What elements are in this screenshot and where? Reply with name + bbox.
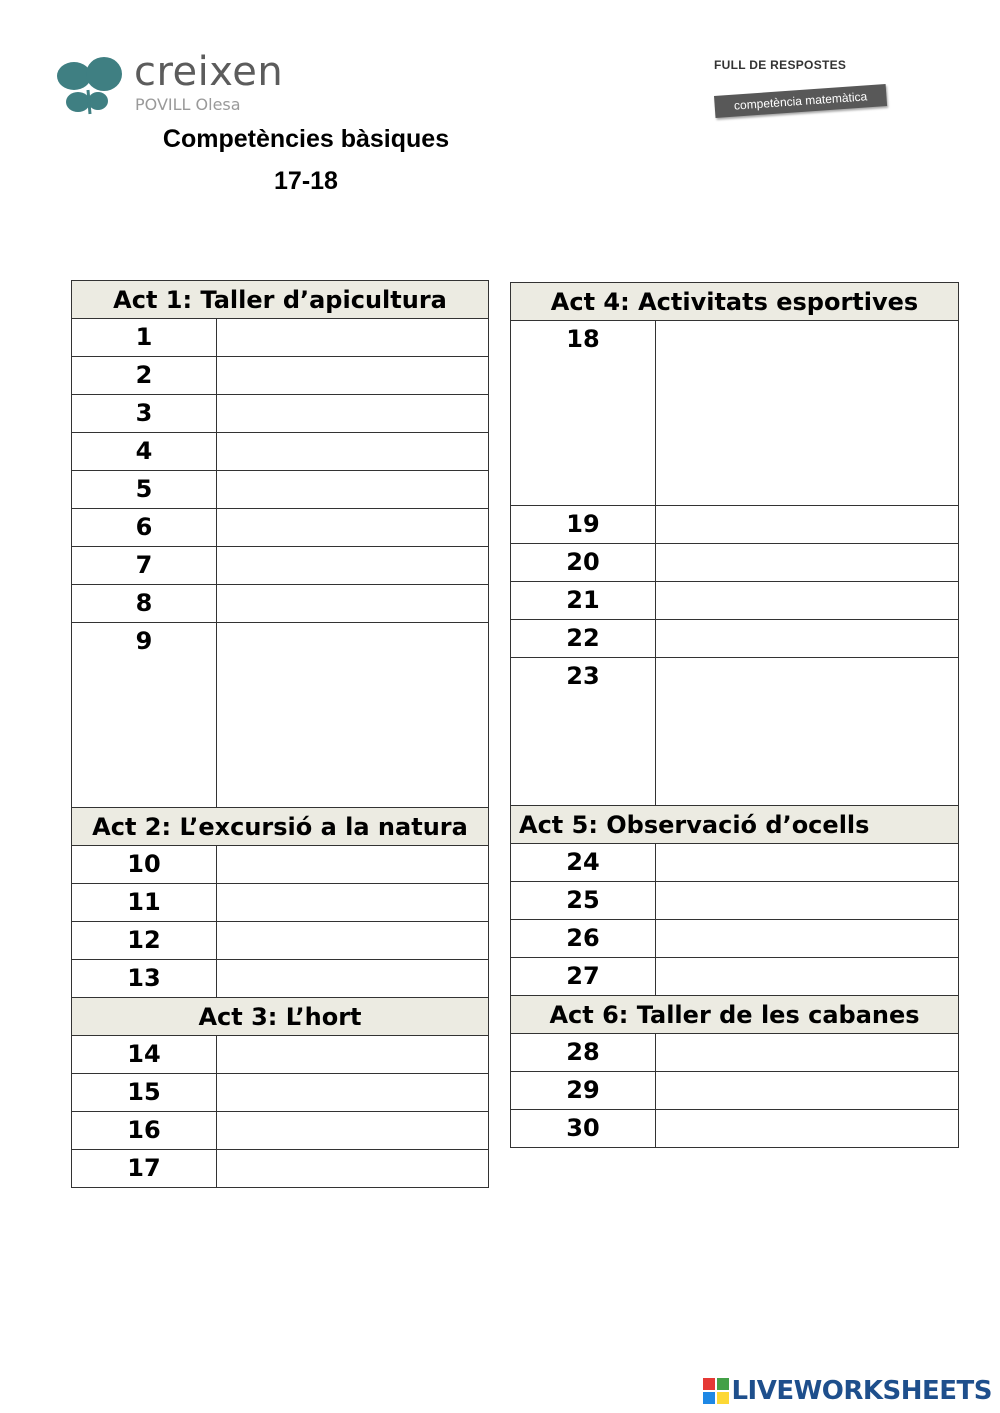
question-number: 15 [72,1074,217,1112]
answer-field[interactable] [656,620,959,658]
answer-field[interactable] [217,471,489,509]
answer-field[interactable] [656,658,959,806]
question-number: 1 [72,319,217,357]
answer-field[interactable] [217,509,489,547]
question-number: 12 [72,922,217,960]
question-number: 8 [72,585,217,623]
question-number: 29 [511,1072,656,1110]
right-answer-table [510,282,959,1148]
table-row [511,958,959,996]
table-row [72,585,489,623]
answer-field[interactable] [217,922,489,960]
question-number: 5 [72,471,217,509]
question-number: 22 [511,620,656,658]
table-row [511,620,959,658]
question-number: 25 [511,882,656,920]
question-number: 11 [72,884,217,922]
answer-field[interactable] [217,547,489,585]
table-row [72,1150,489,1188]
table-row [72,1074,489,1112]
section-title: Act 2: L’excursió a la natura [72,808,489,846]
section-title: Act 3: L’hort [72,998,489,1036]
answer-field[interactable] [656,1110,959,1148]
question-number: 6 [72,509,217,547]
question-number: 16 [72,1112,217,1150]
table-row [72,395,489,433]
answer-field[interactable] [656,321,959,506]
answer-field[interactable] [217,395,489,433]
table-row [511,1034,959,1072]
answer-field[interactable] [656,544,959,582]
question-number: 4 [72,433,217,471]
answer-field[interactable] [217,623,489,808]
table-row [511,544,959,582]
question-number: 28 [511,1034,656,1072]
question-number: 30 [511,1110,656,1148]
answer-field[interactable] [656,1072,959,1110]
question-number: 26 [511,920,656,958]
answer-field[interactable] [217,1074,489,1112]
answer-field[interactable] [217,585,489,623]
document-title: Competències bàsiques [162,125,450,153]
table-row [72,547,489,585]
left-answer-table [71,280,489,1188]
question-number: 13 [72,960,217,998]
question-number: 10 [72,846,217,884]
table-row [511,658,959,806]
answer-field[interactable] [217,319,489,357]
answer-field[interactable] [217,357,489,395]
table-row [511,920,959,958]
answer-field[interactable] [217,846,489,884]
answer-field[interactable] [217,433,489,471]
question-number: 17 [72,1150,217,1188]
question-number: 19 [511,506,656,544]
answer-field[interactable] [656,1034,959,1072]
section-title: Act 5: Observació d’ocells [511,806,959,844]
section-header-act4 [511,283,959,321]
creixen-logo-icon [54,52,134,122]
table-row [72,319,489,357]
table-row [511,321,959,506]
question-number: 24 [511,844,656,882]
competence-badge: competència matemàtica [714,84,887,118]
logo-wordmark: creixen [134,49,284,95]
liveworksheets-text: LIVEWORKSHEETS [731,1376,992,1406]
question-number: 23 [511,658,656,806]
table-row [511,1072,959,1110]
logo-subtitle: POVILL Olesa [135,95,241,114]
table-row [72,1112,489,1150]
section-title: Act 6: Taller de les cabanes [511,996,959,1034]
section-header-act1 [72,281,489,319]
table-row [72,433,489,471]
answer-field[interactable] [656,844,959,882]
table-row [72,884,489,922]
question-number: 14 [72,1036,217,1074]
question-number: 21 [511,582,656,620]
table-row [511,582,959,620]
table-row [72,623,489,808]
question-number: 20 [511,544,656,582]
question-number: 18 [511,321,656,506]
answer-field[interactable] [656,958,959,996]
answer-field[interactable] [656,582,959,620]
liveworksheets-brand[interactable] [703,1375,992,1407]
question-number: 2 [72,357,217,395]
document-year: 17-18 [274,167,338,195]
answer-field[interactable] [656,920,959,958]
liveworksheets-logo-icon [703,1378,729,1404]
question-number: 9 [72,623,217,808]
section-header-act3 [72,998,489,1036]
section-header-act6 [511,996,959,1034]
table-row [511,1110,959,1148]
answer-field[interactable] [217,1150,489,1188]
answer-field[interactable] [217,960,489,998]
section-header-act2 [72,808,489,846]
table-row [72,846,489,884]
answer-field[interactable] [217,1036,489,1074]
section-title: Act 4: Activitats esportives [511,283,959,321]
table-row [72,960,489,998]
table-row [72,471,489,509]
table-row [72,509,489,547]
answer-sheet-label: FULL DE RESPOSTES [714,58,847,72]
question-number: 7 [72,547,217,585]
table-row [511,506,959,544]
table-row [511,882,959,920]
section-header-act5 [511,806,959,844]
answer-field[interactable] [656,882,959,920]
table-row [511,844,959,882]
section-title: Act 1: Taller d’apicultura [72,281,489,319]
answer-field[interactable] [656,506,959,544]
answer-field[interactable] [217,1112,489,1150]
question-number: 3 [72,395,217,433]
question-number: 27 [511,958,656,996]
answer-field[interactable] [217,884,489,922]
table-row [72,357,489,395]
table-row [72,922,489,960]
table-row [72,1036,489,1074]
